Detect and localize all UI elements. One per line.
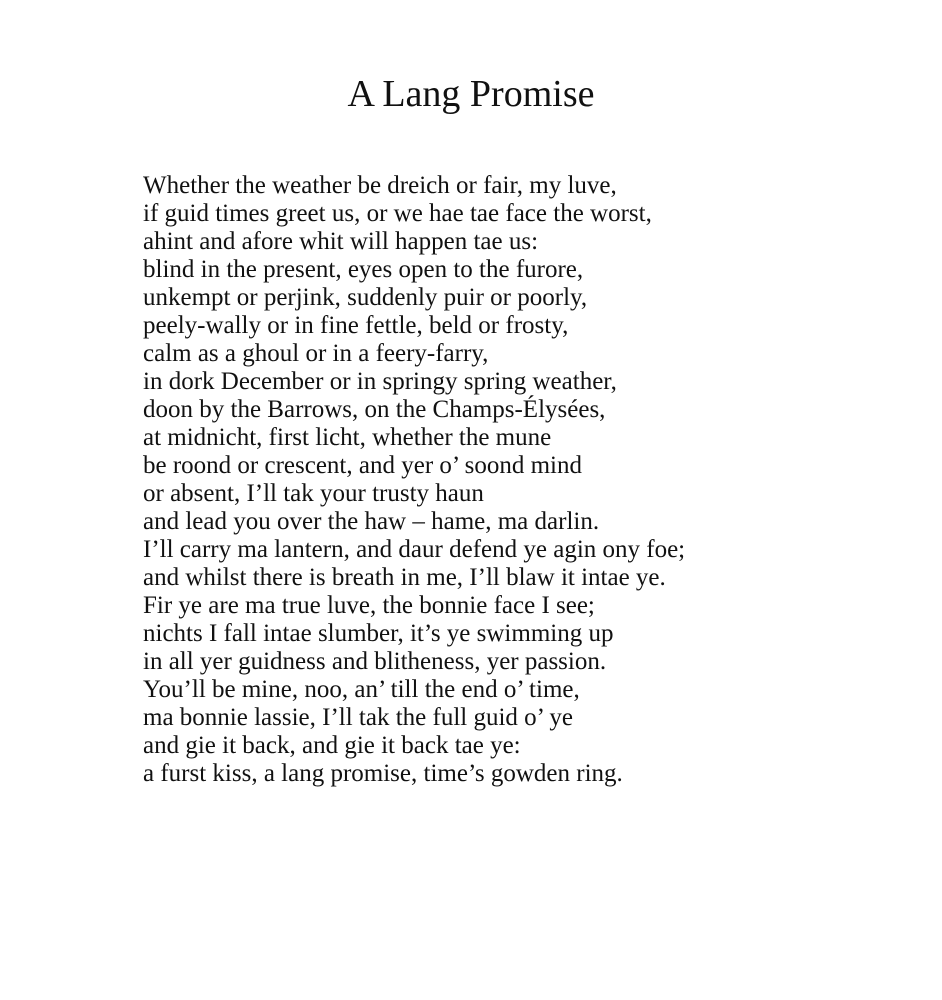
poem-line: in all yer guidness and blitheness, yer passion.: [143, 648, 607, 675]
poem-line: You’ll be mine, noo, an’ till the end o’ time,: [143, 676, 580, 703]
poem-line: ahint and afore whit will happen tae us:: [143, 228, 539, 255]
poem-line: in dork December or in springy spring weather,: [143, 368, 617, 395]
poem-line: unkempt or perjink, suddenly puir or poorly,: [143, 284, 588, 311]
poem-line: calm as a ghoul or in a feery-farry,: [143, 340, 489, 367]
poem-line: if guid times greet us, or we hae tae face the worst,: [143, 200, 652, 227]
poem-line: a furst kiss, a lang promise, time’s gowden ring.: [143, 760, 623, 787]
poem-line: peely-wally or in fine fettle, beld or frosty,: [143, 312, 569, 339]
poem-line: Whether the weather be dreich or fair, my luve,: [143, 172, 617, 199]
poem-body: [143, 172, 685, 788]
poem-line: and whilst there is breath in me, I’ll blaw it intae ye.: [143, 564, 666, 591]
poem-line: be roond or crescent, and yer o’ soond mind: [143, 452, 582, 479]
poem-line: at midnicht, first licht, whether the mune: [143, 424, 552, 451]
poem-line: or absent, I’ll tak your trusty haun: [143, 480, 484, 507]
poem-line: I’ll carry ma lantern, and daur defend ye agin ony foe;: [143, 536, 686, 563]
poem-line: doon by the Barrows, on the Champs-Élysées,: [143, 396, 606, 423]
poem-line: Fir ye are ma true luve, the bonnie face I see;: [143, 592, 595, 619]
poem-line: ma bonnie lassie, I’ll tak the full guid o’ ye: [143, 704, 573, 731]
poem-title: A Lang Promise: [347, 73, 595, 115]
poem-line: and lead you over the haw – hame, ma darlin.: [143, 508, 600, 535]
poem-line: and gie it back, and gie it back tae ye:: [143, 732, 521, 759]
poem-line: nichts I fall intae slumber, it’s ye swimming up: [143, 620, 614, 647]
poem-line: blind in the present, eyes open to the furore,: [143, 256, 584, 283]
